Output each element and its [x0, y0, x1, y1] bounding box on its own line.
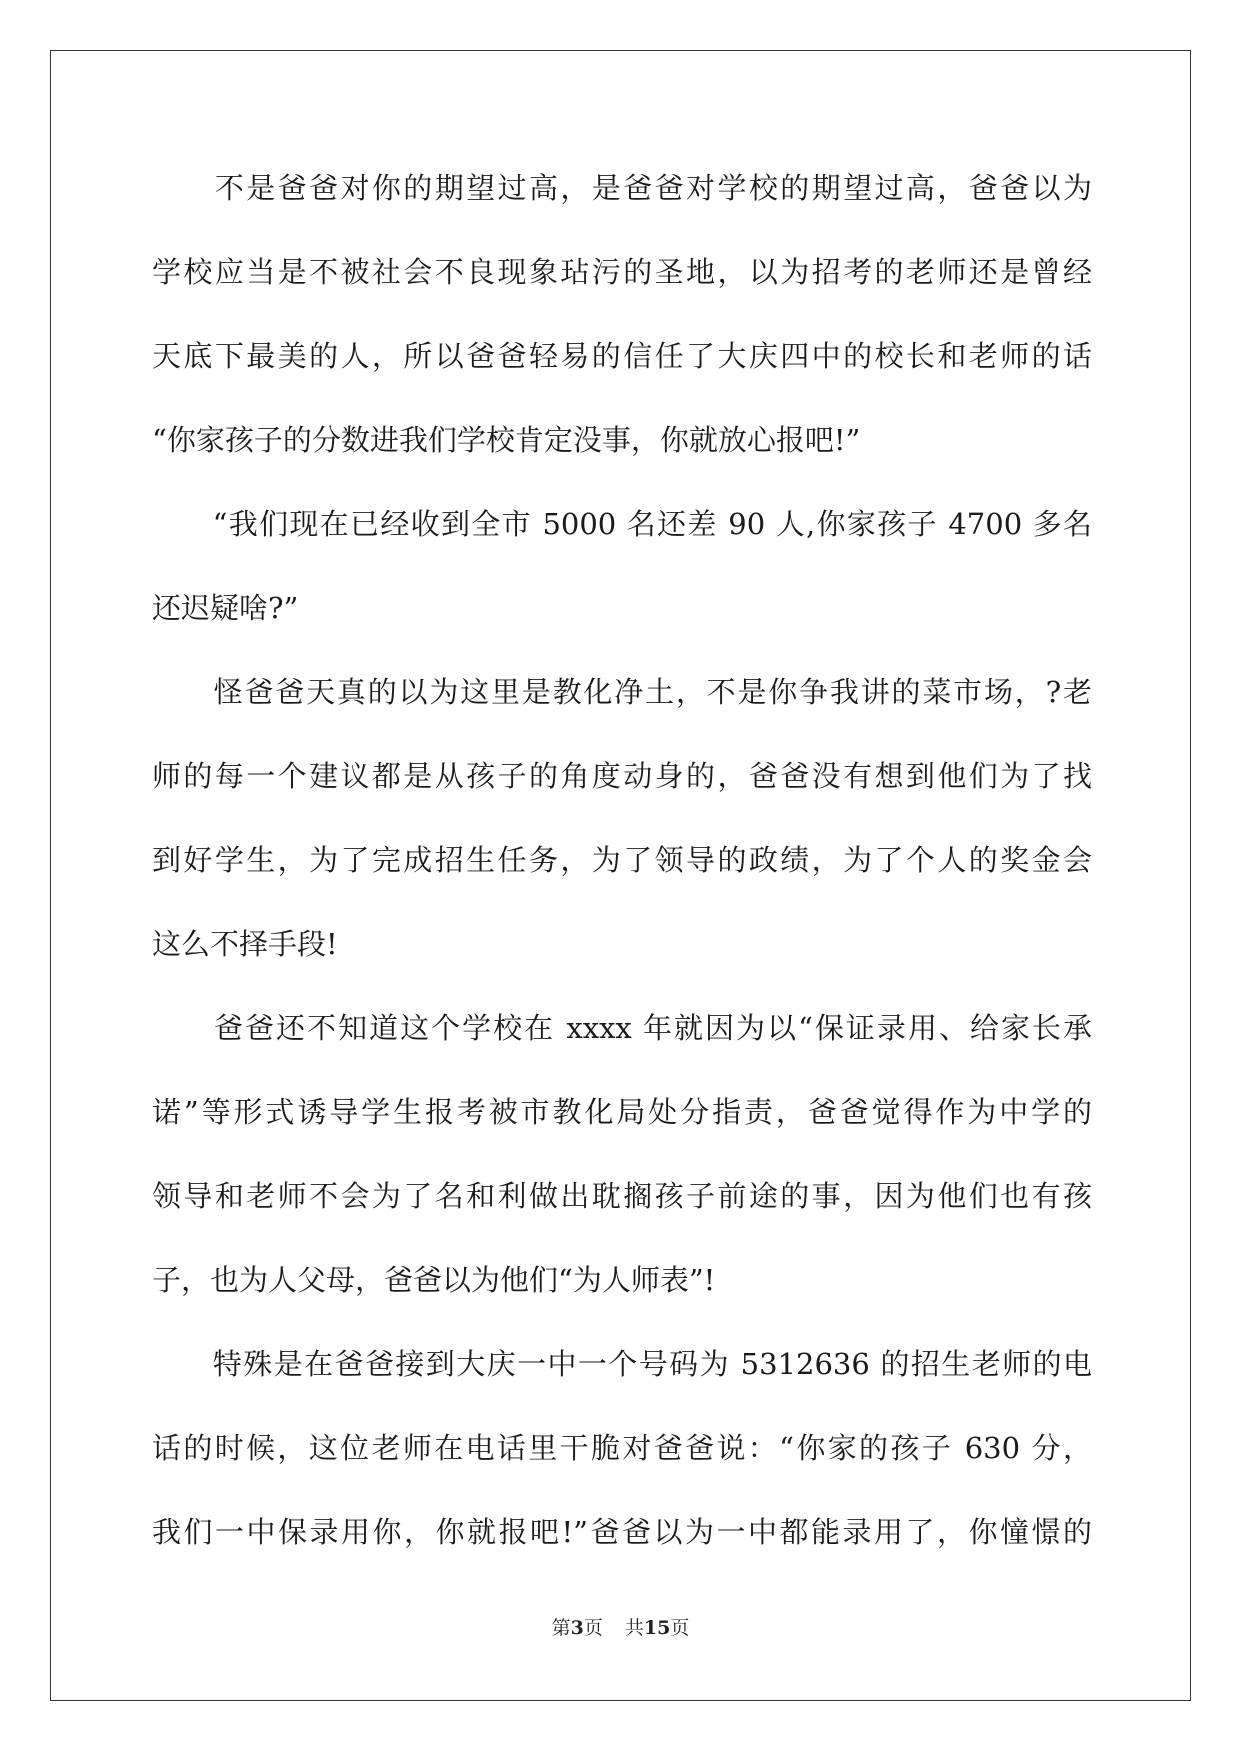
text-line: “你家孩子的分数进我们学校肯定没事，你就放心报吧!” [152, 423, 861, 457]
text-line: 特殊是在爸爸接到大庆一中一个号码为 5312636 的招生老师的电 [152, 1347, 1092, 1381]
footer-page-suffix: 页 [583, 1617, 603, 1639]
text-line: 子，也为人父母，爸爸以为他们“为人师表”! [152, 1263, 716, 1297]
footer-total-suffix: 页 [670, 1617, 690, 1639]
text-line: 还迟疑啥?” [152, 591, 299, 625]
text-line: 领导和老师不会为了名和利做出耽搁孩子前途的事，因为他们也有孩 [152, 1179, 1092, 1213]
text-line: 师的每一个建议都是从孩子的角度动身的，爸爸没有想到他们为了找 [152, 759, 1092, 793]
text-line: 话的时候，这位老师在电话里干脆对爸爸说：“你家的孩子 630 分， [152, 1431, 1092, 1465]
footer-prefix: 第 [551, 1617, 571, 1639]
text-line: 到好学生，为了完成招生任务，为了领导的政绩，为了个人的奖金会 [152, 843, 1092, 877]
document-body [152, 158, 1092, 1586]
text-line: 学校应当是不被社会不良现象玷污的圣地，以为招考的老师还是曾经 [152, 255, 1092, 289]
text-line: 爸爸还不知道这个学校在 xxxx 年就因为以“保证录用、给家长承 [152, 1011, 1092, 1045]
text-line: 怪爸爸天真的以为这里是教化净土，不是你争我讲的菜市场，?老 [152, 675, 1092, 709]
page-footer [0, 1613, 1241, 1640]
total-page-count: 15 [643, 1617, 671, 1639]
text-line: 不是爸爸对你的期望过高，是爸爸对学校的期望过高，爸爸以为 [152, 171, 1092, 205]
text-line: 我们一中保录用你，你就报吧!”爸爸以为一中都能录用了，你憧憬的 [152, 1515, 1092, 1549]
current-page-number: 3 [570, 1617, 584, 1639]
footer-total-prefix: 共 [624, 1617, 644, 1639]
text-line: 天底下最美的人，所以爸爸轻易的信任了大庆四中的校长和老师的话 [152, 339, 1092, 373]
text-line: 这么不择手段! [152, 927, 338, 961]
text-line: 诺”等形式诱导学生报考被市教化局处分指责，爸爸觉得作为中学的 [152, 1095, 1092, 1129]
text-line: “我们现在已经收到全市 5000 名还差 90 人,你家孩子 4700 多名 [152, 507, 1092, 541]
